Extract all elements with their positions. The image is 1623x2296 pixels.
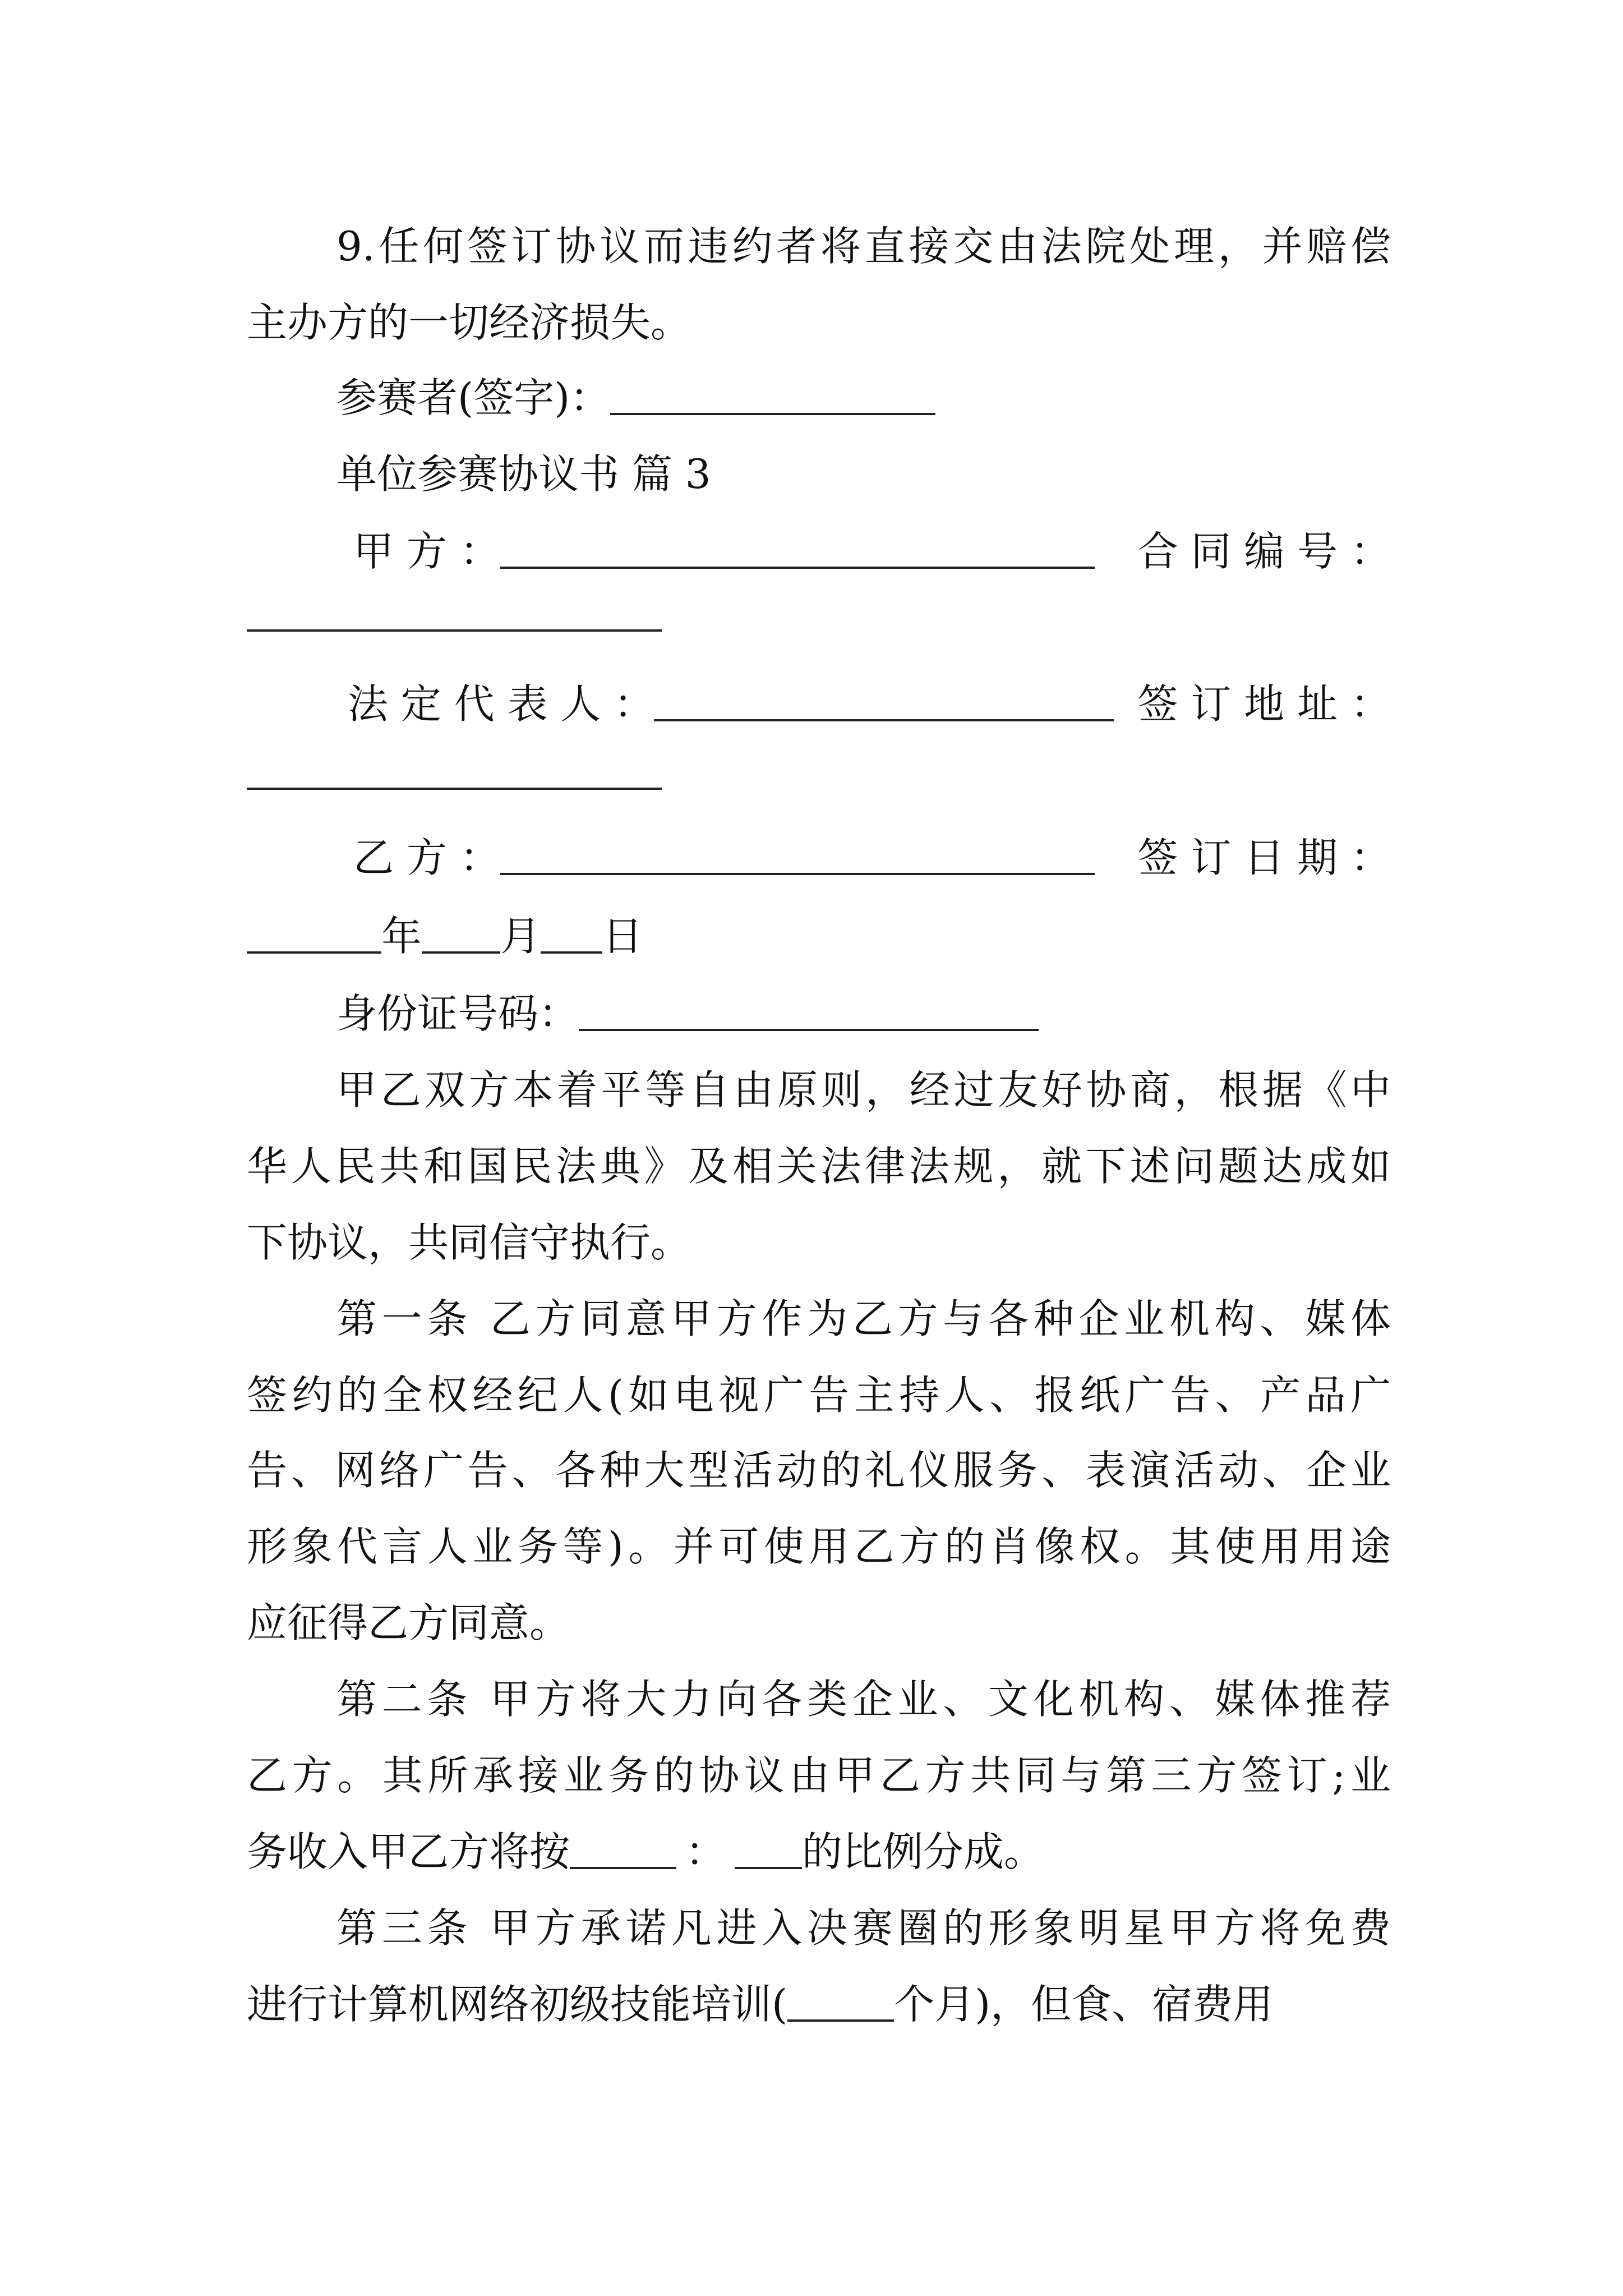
signature-blank[interactable] bbox=[610, 368, 935, 415]
sign-date-label: 签 订 日 期 ： bbox=[1137, 834, 1391, 881]
sign-date-row bbox=[247, 905, 1391, 967]
article-1-line-5: 应征得乙方同意。 bbox=[247, 1599, 570, 1646]
party-a-label: 甲 方 ： bbox=[353, 528, 500, 575]
article-2-line-3-text-a: 务收入甲乙方将按 bbox=[247, 1828, 570, 1875]
legal-rep-label: 法 定 代 表 人 ： bbox=[348, 680, 654, 728]
clause-9-line-2: 主办方的一切经济损失。 bbox=[247, 299, 691, 346]
preamble-line-2: 华人民共和国民法典》及相关法律法规，就下述问题达成如 bbox=[247, 1143, 1391, 1190]
id-number-blank[interactable] bbox=[579, 984, 1039, 1031]
day-label: 日 bbox=[602, 913, 643, 960]
month-label: 月 bbox=[500, 913, 541, 960]
month-blank[interactable] bbox=[422, 907, 500, 954]
article-3-line-2 bbox=[247, 1973, 1391, 2035]
year-label: 年 bbox=[381, 913, 422, 960]
ratio-a-blank[interactable] bbox=[570, 1822, 676, 1869]
article-1-line-2: 签约的全权经纪人(如电视广告主持人、报纸广告、产品广 bbox=[247, 1372, 1391, 1419]
preamble-line-1: 甲乙双方本着平等自由原则，经过友好协商，根据《中 bbox=[336, 1066, 1391, 1114]
legal-rep-blank[interactable] bbox=[654, 674, 1114, 721]
day-blank[interactable] bbox=[541, 907, 602, 954]
ratio-colon: ： bbox=[685, 1828, 726, 1875]
ratio-b-blank[interactable] bbox=[735, 1822, 802, 1869]
article-2-line-3-text-b: 的比例分成。 bbox=[802, 1828, 1045, 1875]
contract-no-continuation bbox=[247, 583, 1391, 645]
sign-place-blank[interactable] bbox=[247, 743, 662, 790]
article-3-line-1: 第三条 甲方承诺凡进入决赛圈的形象明星甲方将免费 bbox=[336, 1904, 1391, 1952]
legal-rep-row bbox=[348, 673, 1391, 735]
preamble-line-3: 下协议，共同信守执行。 bbox=[247, 1219, 691, 1266]
participant-signature-label: 参赛者(签字)： bbox=[336, 374, 611, 421]
article-1-line-3: 告、网络广告、各种大型活动的礼仪服务、表演活动、企业 bbox=[247, 1447, 1391, 1494]
article-2-line-3 bbox=[247, 1821, 1391, 1883]
party-b-blank[interactable] bbox=[500, 828, 1095, 875]
article-3-line-2-text-a: 进行计算机网络初级技能培训( bbox=[247, 1981, 788, 2028]
participant-signature-row bbox=[336, 367, 1391, 429]
article-2-line-1: 第二条 甲方将大力向各类企业、文化机构、媒体推荐 bbox=[336, 1676, 1391, 1723]
article-3-line-2-text-b: 个月)，但食、宿费用 bbox=[894, 1981, 1274, 2028]
sign-place-continuation bbox=[247, 742, 1391, 803]
article-1-line-4: 形象代言人业务等)。并可使用乙方的肖像权。其使用用途 bbox=[247, 1523, 1391, 1570]
sign-place-label: 签 订 地 址 ： bbox=[1137, 680, 1391, 728]
year-blank[interactable] bbox=[247, 907, 381, 954]
id-number-row bbox=[336, 983, 1391, 1045]
training-months-blank[interactable] bbox=[787, 1975, 894, 2022]
party-a-row bbox=[353, 521, 1391, 582]
party-b-row bbox=[353, 827, 1391, 889]
clause-9-line-1: 9.任何签订协议而违约者将直接交由法院处理，并赔偿 bbox=[336, 223, 1391, 270]
article-1-line-1: 第一条 乙方同意甲方作为乙方与各种企业机构、媒体 bbox=[336, 1295, 1391, 1342]
contract-no-label: 合 同 编 号 ： bbox=[1137, 528, 1391, 575]
id-number-label: 身份证号码： bbox=[336, 990, 579, 1037]
article-2-line-2: 乙方。其所承接业务的协议由甲乙方共同与第三方签订;业 bbox=[247, 1752, 1391, 1799]
contract-no-blank[interactable] bbox=[247, 585, 662, 632]
party-a-blank[interactable] bbox=[500, 522, 1095, 569]
party-b-label: 乙 方 ： bbox=[353, 834, 500, 881]
section-title: 单位参赛协议书 篇 3 bbox=[336, 450, 711, 498]
